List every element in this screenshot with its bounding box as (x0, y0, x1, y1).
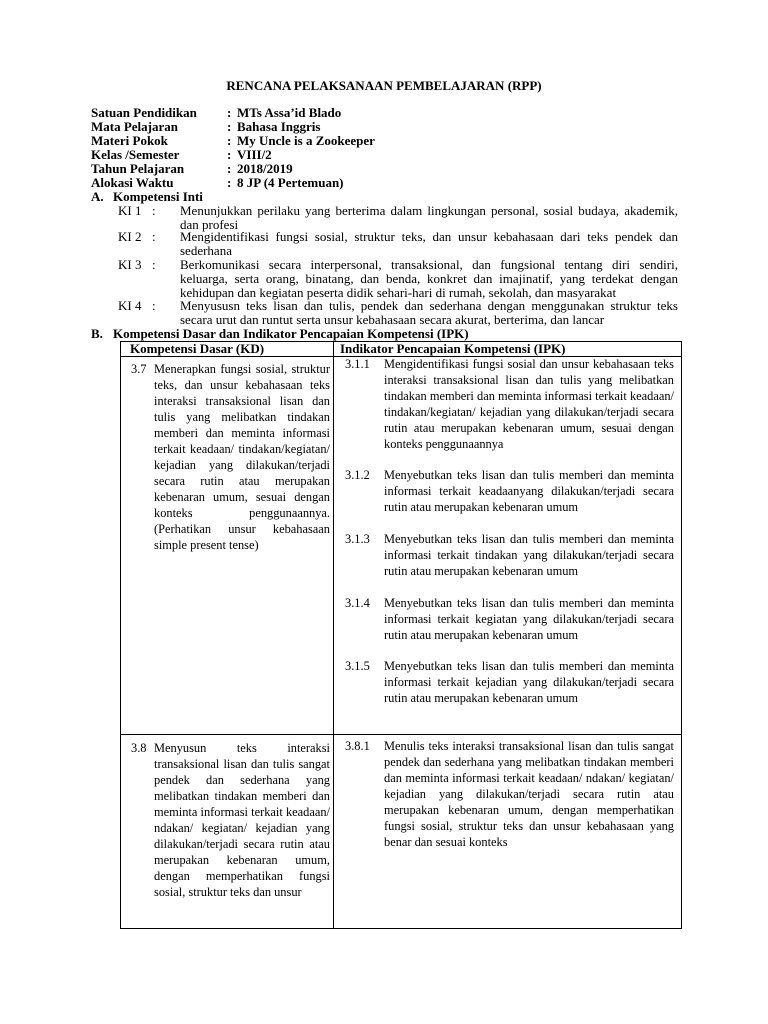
ki-text: Menunjukkan perilaku yang berterima dalam lingkungan personal, sosial budaya, akademik, dan profesi (180, 203, 678, 232)
kd-item (131, 361, 330, 553)
identity-label: Satuan Pendidikan (91, 105, 197, 120)
identity-row (91, 148, 375, 162)
ki-item (118, 230, 678, 258)
ipk-item (345, 531, 674, 579)
ipk-number: 3.1.5 (345, 659, 370, 673)
section-a-heading (91, 190, 203, 204)
ipk-text: Menyebutkan teks lisan dan tulis memberi dan meminta informasi terkait keadaanyang dilakukan/terjadi secara rutin atau merupakan kebenaran umum (384, 468, 674, 514)
ipk-item (345, 595, 674, 643)
document-title: RENCANA PELAKSANAAN PEMBELAJARAN (RPP) (226, 78, 542, 93)
ki-text: Berkomunikasi secara interpersonal, transaksional, dan fungsional tentang diri sendiri, keluarga, serta orang, binatang, dan benda, konkret dan imajinatif, yang terdekat dengan kehidupan dan kegiatan peserta didik sehari-hari di rumah, sekolah, dan masyarakat (180, 257, 678, 300)
ipk-number: 3.1.3 (345, 532, 370, 546)
ipk-text: Menulis teks interaksi transaksional lisan dan tulis sangat pendek dan sederhana yang melibatkan tindakan memberi dan meminta informasi terkait keadaan/ ndakan/ kegiatan/ kejadian yang dilakukan/terjadi secara rutin atau merupakan kebenaran umum, dengan memperhatikan fungsi sosial, struktur teks dan unsur kebahasaan yang benar dan sesuai konteks (384, 739, 674, 849)
ki-colon: : (152, 298, 156, 313)
kd-item (131, 740, 330, 900)
ipk-item (345, 658, 674, 706)
identity-label: Alokasi Waktu (91, 175, 174, 190)
ipk-number: 3.8.1 (345, 739, 370, 753)
ki-item (118, 204, 678, 232)
identity-label: Mata Pelajaran (91, 119, 179, 134)
ipk-number: 3.1.1 (345, 357, 370, 371)
ipk-item (345, 356, 674, 452)
identity-row (91, 120, 375, 134)
table-header-ipk: Indikator Pencapaian Kompetensi (IPK) (340, 341, 566, 356)
kd-number: 3.8 (131, 741, 147, 755)
section-title: Kompetensi Inti (113, 189, 203, 204)
ipk-text: Menyebutkan teks lisan dan tulis memberi dan meminta informasi terkait kejadian yang dilakukan/terjadi secara rutin atau merupakan kebenaran umum (384, 659, 674, 705)
identity-value: MTs Assa’id Blado (237, 105, 342, 120)
identity-row (91, 134, 375, 148)
kd-text: Menerapkan fungsi sosial, struktur teks, dan unsur kebahasaan teks interaksi transaksional lisan dan tulis yang melibatkan tindakan memberi dan meminta informasi terkait keadaan/ tindakan/kegiatan/ kejadian yang dilakukan/terjadi secara rutin atau merupakan kebenaran umum, sesuai dengan konteks penggunaannya. (Perhatikan unsur kebahasaan simple present tense) (154, 362, 330, 552)
ipk-item (345, 467, 674, 515)
kd-text: Menyusun teks interaksi transaksional lisan dan tulis sangat pendek dan sederhana yang melibatkan tindakan memberi dan meminta informasi terkait keadaan/ ndakan/ kegiatan/ kejadian yang dilakukan/terjadi secara rutin atau merupakan kebenaran umum, dengan memperhatikan fungsi sosial, struktur teks dan unsur (154, 741, 330, 899)
ki-colon: : (152, 203, 156, 218)
ipk-number: 3.1.4 (345, 596, 370, 610)
section-title: Kompetensi Dasar dan Indikator Pencapaian Kompetensi (IPK) (113, 326, 469, 341)
identity-value: 8 JP (4 Pertemuan) (237, 175, 344, 190)
ki-text: Mengidentifikasi fungsi sosial, struktur teks, dan unsur kebahasaan dari teks pendek dan sederhana (180, 229, 678, 258)
identity-row (91, 176, 375, 190)
ki-item (118, 258, 678, 300)
identity-colon: : (227, 133, 232, 148)
table-row-divider (121, 734, 681, 735)
ki-label: KI 2 (118, 229, 142, 244)
ki-label: KI 4 (118, 298, 142, 313)
ki-colon: : (152, 229, 156, 244)
identity-colon: : (227, 175, 232, 190)
ipk-text: Menyebutkan teks lisan dan tulis memberi dan meminta informasi terkait tindakan yang dilakukan/terjadi secara rutin atau merupakan kebenaran umum (384, 532, 674, 578)
section-letter: A. (91, 189, 104, 204)
identity-colon: : (227, 119, 232, 134)
table-header-kd: Kompetensi Dasar (KD) (130, 341, 265, 356)
identity-block (91, 106, 375, 190)
table-column-divider (333, 342, 334, 928)
ki-label: KI 1 (118, 203, 142, 218)
ipk-item (345, 738, 674, 850)
identity-value: 2018/2019 (237, 161, 293, 176)
identity-value: My Uncle is a Zookeeper (237, 133, 375, 148)
identity-label: Tahun Pelajaran (91, 161, 185, 176)
ki-text: Menyususn teks lisan dan tulis, pendek dan sederhana dengan menggunakan struktur teks secara urut dan runtut serta unsur kebahasaan secara akurat, berterima, dan lancar (180, 298, 678, 327)
identity-value: Bahasa Inggris (237, 119, 321, 134)
identity-colon: : (227, 161, 232, 176)
ipk-text: Mengidentifikasi fungsi sosial dan unsur kebahasaan teks interaksi transaksional lisan dan tulis yang melibatkan tindakan memberi dan meminta informasi terkait keadaan/ tindakan/kegiatan/ kejadian yang dilakukan/terjadi secara rutin atau merupakan kebenaran umum, sesuai dengan konteks penggunaannya (384, 357, 674, 451)
identity-label: Kelas /Semester (91, 147, 180, 162)
identity-colon: : (227, 147, 232, 162)
identity-row (91, 162, 375, 176)
ki-colon: : (152, 257, 156, 272)
kd-ipk-table (120, 341, 682, 929)
identity-value: VIII/2 (237, 147, 272, 162)
identity-label: Materi Pokok (91, 133, 168, 148)
section-letter: B. (91, 326, 103, 341)
ki-label: KI 3 (118, 257, 142, 272)
ipk-text: Menyebutkan teks lisan dan tulis memberi dan meminta informasi terkait kegiatan yang dilakukan/terjadi secara rutin atau merupakan kebenaran umum (384, 596, 674, 642)
kd-number: 3.7 (131, 362, 147, 376)
section-b-heading (91, 327, 469, 341)
identity-row (91, 106, 375, 120)
ki-item (118, 299, 678, 327)
ipk-number: 3.1.2 (345, 468, 370, 482)
identity-colon: : (227, 105, 232, 120)
